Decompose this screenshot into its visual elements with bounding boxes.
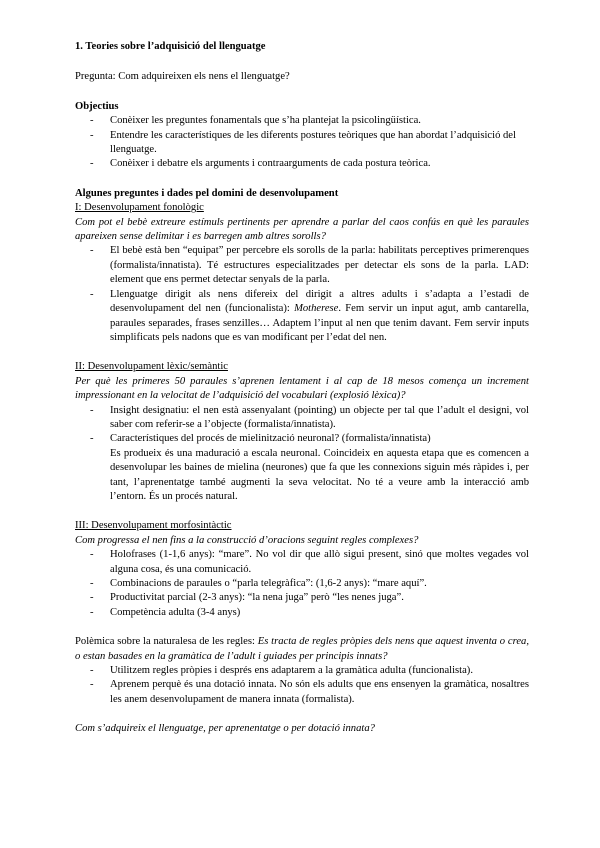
- lexical-question: Per què les primeres 50 paraules s’aprenen lentament i al cap de 18 mesos comença un increment impressionant en la velocitat de l’adquisició del vocabulari (explosió lèxica)?: [75, 375, 529, 402]
- polemic-paragraph: [75, 635, 529, 664]
- item-text: . Fem servir un input agut, amb cantarella, paraules separades, frases senzilles… Adaptem l’input al nen que tenim davant. Fem servir inputs simplificats pels nadons que es van modificant per l’edat del nen.: [110, 303, 529, 343]
- list-item: - Productivitat parcial (2-3 anys): “la nena juga” però “les nenes juga”.: [75, 591, 529, 605]
- list-item: - Holofrases (1-1,6 anys): “mare”. No vol dir que allò sigui present, sinó que moltes vegades vol alguna cosa, és una comunicació.: [75, 548, 529, 577]
- phonological-list: [75, 244, 529, 345]
- motherese-term: Motherese: [294, 303, 339, 315]
- polemic-question: Es tracta de regles pròpies dels nens que aquest inventa o crea, o estan basades en la gramàtica de l’adult i guiades per principis innats?: [75, 636, 530, 662]
- phonological-question: Com pot el bebè extreure estímuls pertinents per aprendre a parlar del caos confús en què les paraules apareixen sense delimitar i es barregen amb altres sorolls?: [75, 216, 529, 243]
- objectives-list: [75, 114, 529, 172]
- list-item: - Entendre les característiques de les diferents postures teòriques que han abordat l’adquisició del llenguatge.: [75, 129, 529, 158]
- lexical-list: [75, 404, 529, 447]
- lexical-heading: II: Desenvolupament lèxic/semàntic: [75, 361, 228, 373]
- list-item: - Conèixer les preguntes fonamentals que s’ha plantejat la psicolingüística.: [75, 114, 529, 128]
- morphosyntactic-heading: III: Desenvolupament morfosintàctic: [75, 520, 232, 532]
- list-item: - Utilitzem regles pròpies i després ens adaptarem a la gramàtica adulta (funcionalista).: [75, 664, 529, 678]
- morphosyntactic-question: Com progressa el nen fins a la construcció d’oracions seguint regles complexes?: [75, 534, 419, 546]
- document-body: [75, 40, 529, 737]
- item-text: Llenguatge dirigit als nens difereix del dirigit a altres adults i s’adapta a l’estadi de desenvolupament del nen (funcionalista):: [110, 288, 529, 315]
- list-item: - Combinacions de paraules o “parla telegràfica”: (1,6-2 anys): “mare aquí”.: [75, 577, 529, 591]
- list-item: - Insight designatiu: el nen està assenyalant (pointing) un objecte per tal que l’adult el designi, vol saber com referir-se a l’objecte (formalista/innatista).: [75, 404, 529, 433]
- section-heading: Algunes preguntes i dades pel domini de desenvolupament: [75, 187, 339, 199]
- phonological-heading: I: Desenvolupament fonològic: [75, 202, 204, 214]
- list-item: - Aprenem perquè és una dotació innata. No són els adults que ens ensenyen la gramàtica, nosaltres les anem desenvolupament de manera innata (formalista).: [75, 678, 529, 707]
- polemic-lead: Polèmica sobre la naturalesa de les regles:: [75, 636, 258, 648]
- polemic-list: [75, 664, 529, 707]
- final-question: Com s’adquireix el llenguatge, per aprenentatge o per dotació innata?: [75, 723, 375, 735]
- myelination-paragraph: Es produeix és una maduració a escala neuronal. Coincideix en aquesta etapa que es comencen a desenvolupar les baines de mielina (neurones) que fa que les connexions siguin més ràpides i, per tant, l’aprenentatge també augmenti la seva velocitat. No té a veure amb la interacció amb l’entorn. És un procés natural.: [110, 447, 529, 502]
- morphosyntactic-list: [75, 548, 529, 620]
- list-item: [75, 288, 529, 346]
- list-item: - Conèixer i debatre els arguments i contraarguments de cada postura teòrica.: [75, 157, 529, 171]
- objectives-heading: Objectius: [75, 100, 119, 112]
- section-title: 1. Teories sobre l’adquisició del llenguatge: [75, 41, 266, 52]
- main-question: Pregunta: Com adquireixen els nens el llenguatge?: [75, 71, 290, 83]
- list-item: - Competència adulta (3-4 anys): [75, 606, 529, 620]
- list-item: - El bebè està ben “equipat” per percebre els sorolls de la parla: habilitats perceptives primerenques (formalista/innatista). Té estructures especialitzades per detectar els sons de la parla. LAD: element que ens permet detectar senyals de la parla.: [75, 244, 529, 287]
- list-item: - Característiques del procés de mielinització neuronal? (formalista/innatista): [75, 432, 529, 446]
